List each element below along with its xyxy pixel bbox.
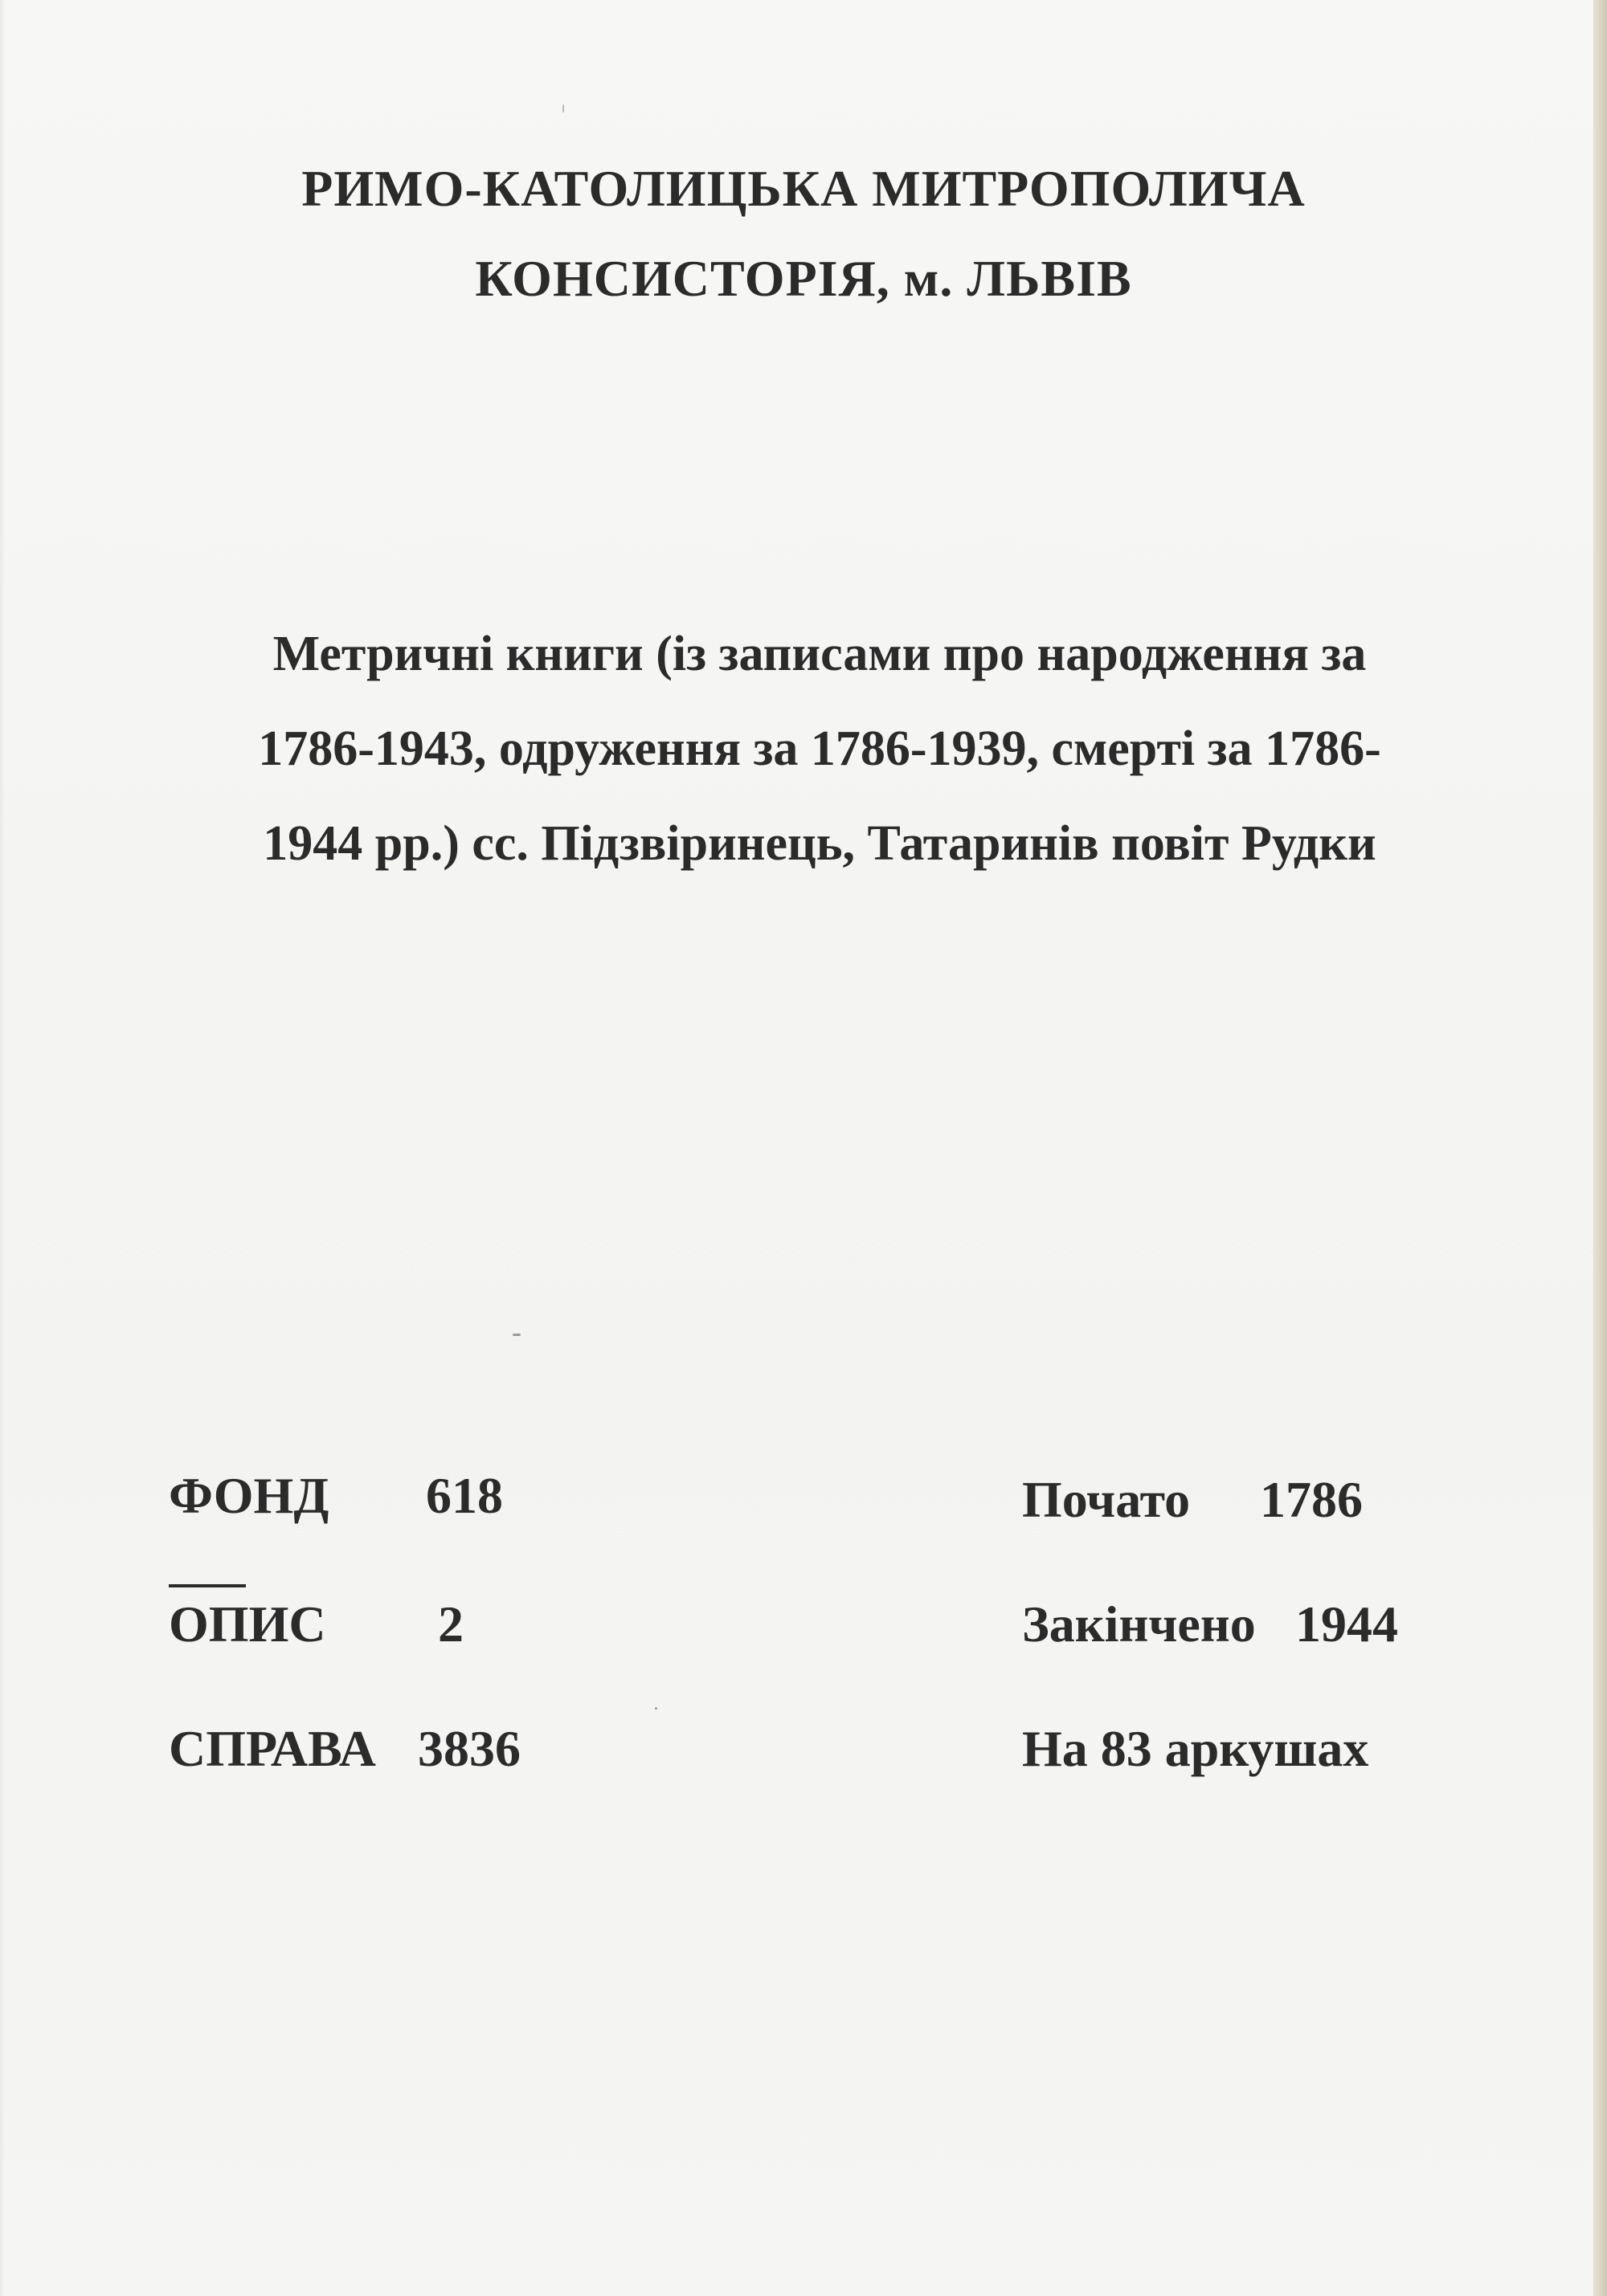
description-line-1: Метричні книги (із записами про народження за	[272, 627, 1367, 681]
institution-title-line-2: КОНСИСТОРІЯ, м. ЛЬВІВ	[475, 250, 1132, 307]
paper-speck	[655, 1707, 657, 1710]
sprava-label: СПРАВА	[169, 1720, 376, 1777]
description-line-2: 1786-1943, одруження за 1786-1939, смерті за 1786-	[258, 721, 1381, 776]
sheets-count: На 83 аркушах	[1022, 1720, 1369, 1777]
started-label: Почато	[1022, 1471, 1191, 1528]
finished-label: Закінчено	[1022, 1595, 1256, 1653]
description-line-3: 1944 рр.) сс. Підзвіринець, Татаринів повіт Рудки	[263, 816, 1376, 871]
binding-strip	[1593, 0, 1607, 2296]
sprava-value: 3836	[418, 1720, 521, 1777]
started-value: 1786	[1260, 1471, 1363, 1528]
institution-title-line-1: РИМО-КАТОЛИЦЬКА МИТРОПОЛИЧА	[301, 160, 1306, 217]
paper-speck	[562, 104, 564, 112]
fond-value: 618	[426, 1467, 503, 1524]
record-description	[201, 607, 1438, 891]
paper-speck	[513, 1334, 521, 1336]
opis-overline	[169, 1584, 246, 1587]
fond-label: ФОНД	[169, 1467, 329, 1524]
page-left-edge	[0, 0, 5, 2296]
opis-label: ОПИС	[169, 1595, 326, 1653]
finished-value: 1944	[1295, 1595, 1398, 1653]
opis-value: 2	[438, 1595, 464, 1653]
